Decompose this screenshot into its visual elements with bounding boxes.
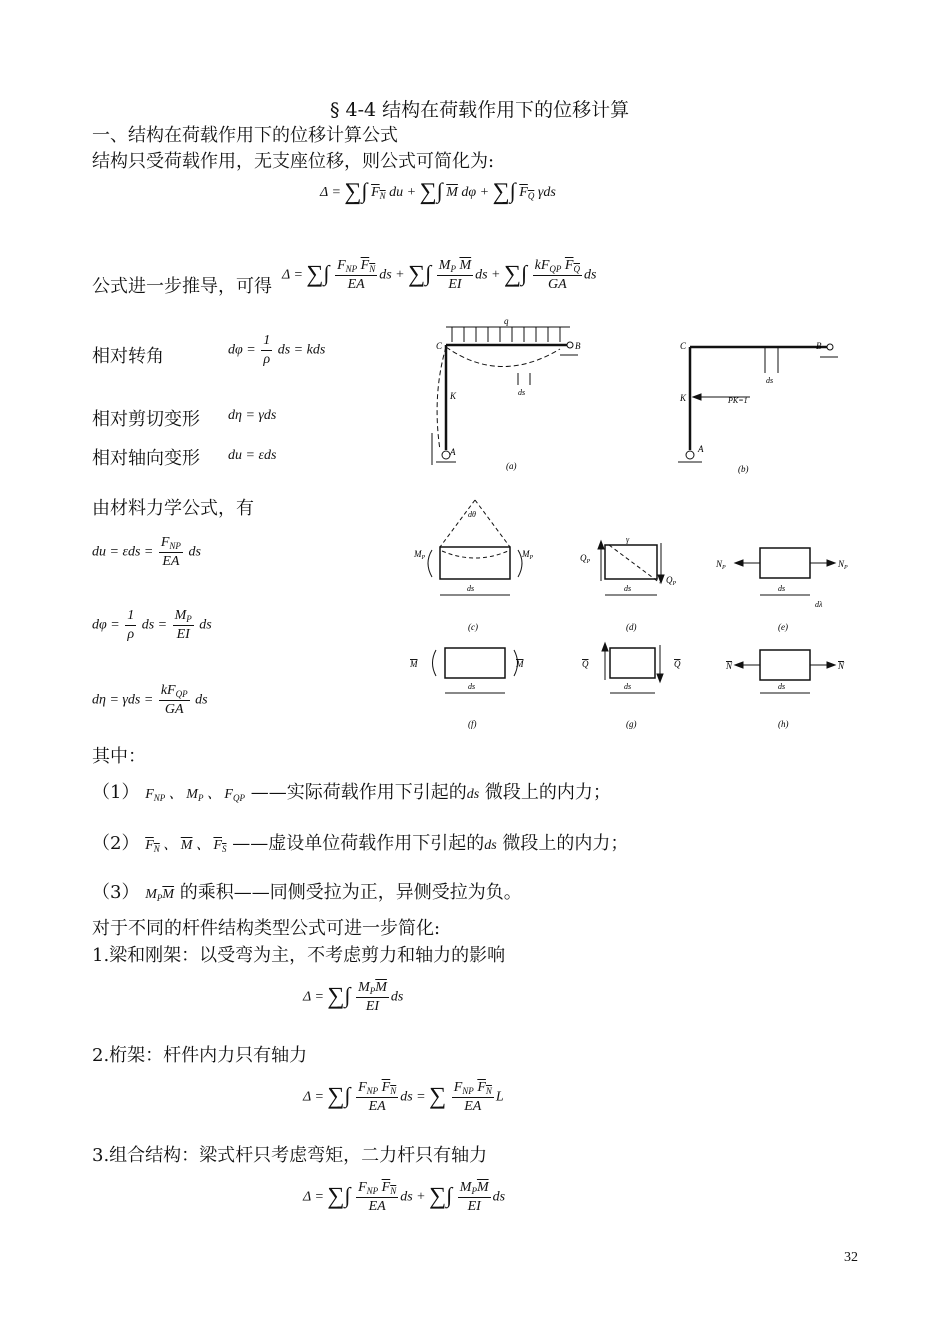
formula-du: du = εds = $\frac{F_{NP}}{EA}$ ds — [92, 535, 201, 569]
label-np-left: $N_P$ — [716, 559, 726, 571]
fig-e-label: (e) — [778, 622, 788, 632]
label-b-b: B — [816, 341, 822, 351]
fig-g-label: (g) — [626, 719, 637, 729]
formula-derived: Δ = ∑∫ $\frac{F_{NP} F_N}{EA}$ ds + ∑∫ $\frac{M_P \overline{M}}{EI}$ ds + ∑∫ $\frac{kF_{QP} F_Q}{GA}$ ds — [282, 258, 597, 292]
note-3: （3） $M_P\overline{M}$ 的乘积——同侧受拉为正，异侧受拉为负。 — [92, 882, 522, 903]
label-nbar-left: N — [726, 661, 733, 671]
label-nbar-right: N — [838, 661, 845, 671]
formula-truss: Δ = ∑∫ $\frac{F_{NP} F_N}{EA}$ ds = ∑ $\frac{F_{NP} F_N}{EA}$ L — [303, 1080, 504, 1114]
derive-prefix: 公式进一步推导，可得 — [92, 276, 272, 297]
fig-a-label: (a) — [506, 461, 517, 471]
page-title: § 4-4 结构在荷载作用下的位移计算 — [330, 99, 630, 121]
label-pk: PK=1 — [728, 396, 748, 405]
label-qp-right: $Q_P$ — [666, 575, 677, 587]
fig-f-label: (f) — [468, 719, 477, 729]
label-c-a: C — [436, 341, 443, 351]
segment-c — [440, 547, 510, 579]
rotation-label: 相对转角 — [92, 346, 164, 367]
formula-beam: Δ = ∑∫ $\frac{M_P\overline{M}}{EI}$ ds — [303, 980, 404, 1014]
segment-f — [445, 648, 505, 678]
axial-formula: du = εds — [228, 448, 277, 463]
simplify-intro: 对于不同的杆件结构类型公式可进一步简化: — [92, 918, 441, 939]
note-2-prefix: （2） — [92, 833, 140, 854]
fig-d-label: (d) — [626, 622, 637, 632]
label-mp-left: $M_P$ — [414, 549, 426, 561]
shear-formula: dη = γds — [228, 408, 277, 423]
label-ds-f: ds — [468, 682, 476, 691]
segment-d — [605, 545, 657, 579]
section-intro: 结构只受荷载作用，无支座位移，则公式可简化为: — [92, 151, 495, 172]
label-a-b: A — [698, 444, 704, 454]
note-1: （1） $F_{NP}$ 、 $M_P$ 、 $F_{QP}$ ——实际荷载作用下引起的ds 微段上的内力； — [92, 782, 611, 803]
label-mbar-right: M — [516, 659, 524, 669]
label-b-a: B — [575, 341, 581, 351]
label-mbar-left: M — [410, 659, 418, 669]
formula-deta: dη = γds = $\frac{kF_{QP}}{GA}$ ds — [92, 683, 208, 717]
formula-general: Δ = ∑∫ $F_N$ du + ∑∫ $\overline{M}$ dφ + ∑∫ $F_Q$ γds — [320, 178, 556, 205]
simplify-beam: 1.梁和刚架：以受弯为主，不考虑剪力和轴力的影响 — [92, 945, 506, 966]
label-ds-b: ds — [766, 376, 774, 385]
simplify-truss: 2.桁架：杆件内力只有轴力 — [92, 1045, 308, 1066]
note-2: （2） $F_N$ 、 $\overline{M}$ 、 $F_S$ ——虚设单位荷载作用下引起的ds 微段上的内力； — [92, 833, 629, 854]
material-intro: 由材料力学公式，有 — [92, 498, 254, 519]
label-np-right: $N_P$ — [838, 559, 848, 571]
segment-diagrams — [410, 495, 860, 735]
label-qp-left: $Q_P$ — [580, 553, 591, 565]
section-heading: 一、结构在荷载作用下的位移计算公式 — [92, 125, 398, 146]
note-3-text: 的乘积——同侧受拉为正，异侧受拉为负。 — [179, 882, 522, 903]
fig-b-label: (b) — [738, 464, 749, 474]
label-dlambda: dλ — [815, 600, 823, 609]
formula-dphi: dφ = $\frac{1}{\rho}$ ds = $\frac{M_P}{EI}$ ds — [92, 608, 212, 642]
label-k-b: K — [680, 393, 687, 403]
label-a-a: A — [450, 447, 456, 457]
segment-h — [760, 650, 810, 680]
fig-h-label: (h) — [778, 719, 789, 729]
rotation-formula: dφ = $\frac{1}{\rho}$ ds = kds — [228, 333, 326, 367]
page-number: 32 — [844, 1250, 858, 1265]
segment-g — [610, 648, 655, 678]
label-ds-e: ds — [778, 584, 786, 593]
note-1-tail: 微段上的内力； — [484, 782, 611, 803]
simplify-composite: 3.组合结构：梁式杆只考虑弯矩，二力杆只有轴力 — [92, 1145, 488, 1166]
label-ds-a: ds — [518, 388, 526, 397]
label-ds-g: ds — [624, 682, 632, 691]
note-3-prefix: （3） — [92, 882, 140, 903]
frame-diagrams — [410, 315, 850, 480]
label-q: q — [504, 316, 509, 326]
note-1-prefix: （1） — [92, 782, 140, 803]
label-k-a: K — [450, 391, 457, 401]
shear-label: 相对剪切变形 — [92, 409, 200, 430]
label-c-b: C — [680, 341, 687, 351]
label-mp-right: $M_P$ — [522, 549, 534, 561]
note-2-text: ——虚设单位荷载作用下引起的 — [232, 833, 485, 854]
label-gamma: γ — [626, 535, 630, 544]
label-ds-h: ds — [778, 682, 786, 691]
label-dtheta: dθ — [468, 510, 476, 519]
label-qbar-left: Q — [582, 659, 589, 669]
fig-c-label: (c) — [468, 622, 478, 632]
label-ds-c: ds — [467, 584, 475, 593]
label-qbar-right: Q — [674, 659, 681, 669]
formula-composite: Δ = ∑∫ $\frac{F_{NP} F_N}{EA}$ ds + ∑∫ $\frac{M_P\overline{M}}{EI}$ ds — [303, 1180, 506, 1214]
notes-where: 其中： — [92, 746, 146, 767]
note-2-tail: 微段上的内力； — [502, 833, 629, 854]
segment-e — [760, 548, 810, 578]
axial-label: 相对轴向变形 — [92, 448, 200, 469]
note-1-text: ——实际荷载作用下引起的 — [250, 782, 467, 803]
label-ds-d: ds — [624, 584, 632, 593]
